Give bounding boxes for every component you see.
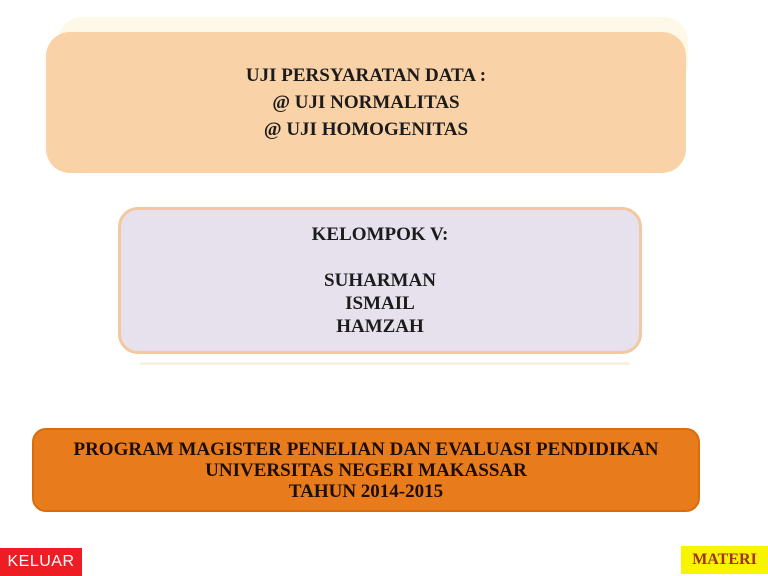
member-name: HAMZAH bbox=[336, 316, 424, 337]
program-line: UNIVERSITAS NEGERI MAKASSAR bbox=[205, 459, 527, 481]
title-line: @ UJI NORMALITAS bbox=[272, 92, 460, 113]
group-box bbox=[118, 207, 642, 354]
member-name: ISMAIL bbox=[345, 293, 415, 314]
group-spacer bbox=[121, 246, 639, 269]
member-name: SUHARMAN bbox=[324, 270, 436, 291]
materi-button[interactable]: MATERI bbox=[681, 546, 768, 574]
program-box bbox=[32, 428, 700, 512]
divider-accent bbox=[140, 362, 630, 365]
program-line: PROGRAM MAGISTER PENELIAN DAN EVALUASI PENDIDIKAN bbox=[73, 438, 659, 460]
title-line: UJI PERSYARATAN DATA : bbox=[245, 65, 487, 86]
title-box bbox=[46, 32, 686, 173]
program-line: TAHUN 2014-2015 bbox=[288, 480, 444, 502]
group-heading: KELOMPOK V: bbox=[311, 224, 449, 245]
title-line: @ UJI HOMOGENITAS bbox=[263, 119, 469, 140]
keluar-button[interactable]: KELUAR bbox=[0, 548, 82, 576]
